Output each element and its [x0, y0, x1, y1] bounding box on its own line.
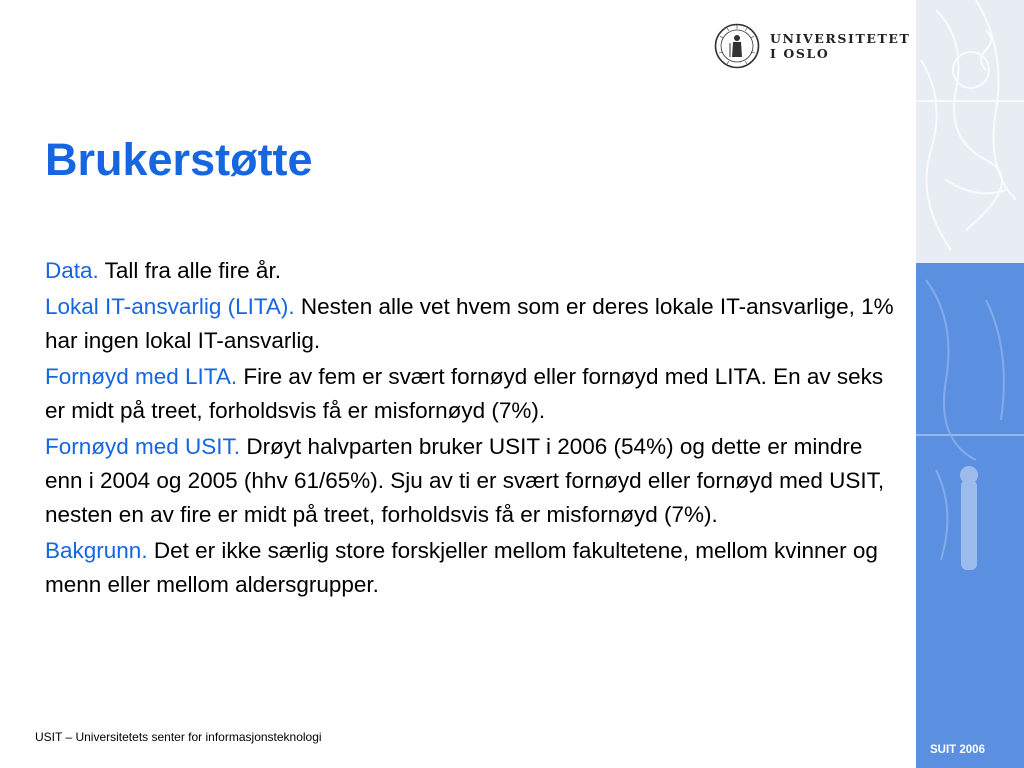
paragraph-lita: [45, 290, 895, 358]
paragraph-lead: Data.: [45, 258, 99, 283]
university-seal-icon: [714, 23, 760, 69]
paragraph-lead: Fornøyd med LITA.: [45, 364, 238, 389]
paragraph-text: Det er ikke særlig store forskjeller mellom fakultetene, mellom kvinner og menn eller mellom aldersgrupper.: [45, 538, 878, 597]
logo-line-2: I OSLO: [770, 46, 830, 61]
paragraph-fornoyd-usit: [45, 430, 895, 532]
decorative-sidebar: [916, 0, 1024, 768]
paragraph-lead: Bakgrunn.: [45, 538, 148, 563]
paragraph-bakgrunn: [45, 534, 895, 602]
paragraph-text: Fire av fem er svært fornøyd eller fornøyd med LITA. En av seks er midt på treet, forholdsvis få er misfornøyd (7%).: [45, 364, 884, 423]
paragraph-data: [45, 254, 895, 288]
sidebar-illustration: [916, 0, 1024, 768]
paragraph-text: Nesten alle vet hvem som er deres lokale IT-ansvarlige, 1% har ingen lokal IT-ansvarlig.: [45, 294, 894, 353]
footer-label: SUIT 2006: [930, 744, 985, 756]
university-logo: [714, 22, 910, 70]
paragraph-text: Drøyt halvparten bruker USIT i 2006 (54%) og dette er mindre enn i 2004 og 2005 (hhv 61/65%). Sju av ti er svært fornøyd eller fornøyd med USIT, nesten en av fire er midt på treet, forholdsvis få er misfornøyd (7%).: [45, 434, 885, 527]
logo-line-1: UNIVERSITETET: [770, 31, 911, 46]
paragraph-fornoyd-lita: [45, 360, 895, 428]
paragraph-lead: Lokal IT-ansvarlig (LITA).: [45, 294, 295, 319]
university-name: [770, 31, 910, 61]
slide-body: [45, 254, 895, 604]
paragraph-text: Tall fra alle fire år.: [98, 258, 281, 283]
footer-organization: USIT – Universitetets senter for informasjonsteknologi: [35, 730, 322, 744]
page-title: Brukerstøtte: [45, 134, 313, 185]
paragraph-lead: Fornøyd med USIT.: [45, 434, 241, 459]
